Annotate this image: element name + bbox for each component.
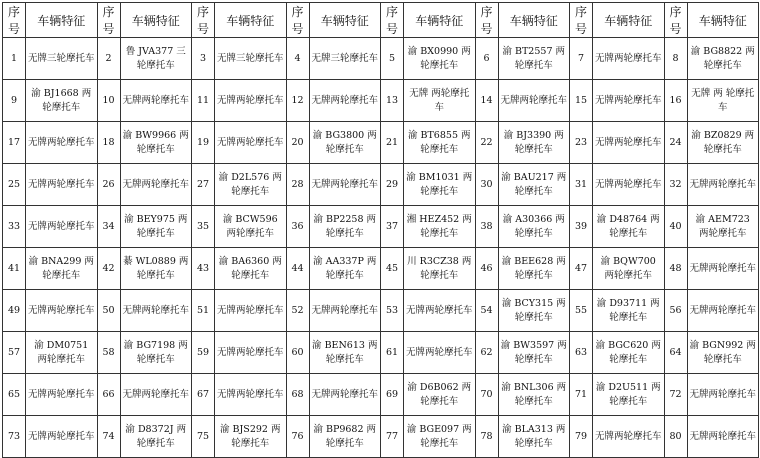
vehicle-feature-cell: 渝 BZ0829 两轮摩托车 (687, 122, 759, 164)
vehicle-feature-cell: 渝 BNA299 两轮摩托车 (26, 248, 98, 290)
vehicle-feature-cell: 渝 D2L576 两轮摩托车 (215, 164, 287, 206)
serial-number-cell: 29 (381, 164, 404, 206)
serial-number-cell: 27 (192, 164, 215, 206)
header-no: 序号 (664, 3, 687, 38)
serial-number-cell: 45 (381, 248, 404, 290)
vehicle-feature-cell: 无牌两轮摩托车 (309, 374, 381, 416)
vehicle-feature-cell: 渝 D48764 两轮摩托车 (593, 206, 665, 248)
serial-number-cell: 12 (286, 80, 309, 122)
header-row (3, 3, 759, 38)
vehicle-feature-cell: 无牌两轮摩托车 (120, 374, 192, 416)
serial-number-cell: 43 (192, 248, 215, 290)
serial-number-cell: 61 (381, 332, 404, 374)
header-feature: 车辆特征 (593, 3, 665, 38)
vehicle-feature-cell: 渝 BG8822 两轮摩托车 (687, 38, 759, 80)
table-row (3, 290, 759, 332)
vehicle-feature-cell: 无牌两轮摩托车 (215, 80, 287, 122)
serial-number-cell: 71 (570, 374, 593, 416)
serial-number-cell: 57 (3, 332, 26, 374)
vehicle-feature-cell: 渝 BG3800 两轮摩托车 (309, 122, 381, 164)
vehicle-feature-cell: 无牌两轮摩托车 (26, 122, 98, 164)
vehicle-feature-cell: 渝 BT2557 两轮摩托车 (498, 38, 570, 80)
serial-number-cell: 2 (97, 38, 120, 80)
serial-number-cell: 5 (381, 38, 404, 80)
header-no: 序号 (570, 3, 593, 38)
vehicle-feature-cell: 无牌两轮摩托车 (120, 164, 192, 206)
serial-number-cell: 49 (3, 290, 26, 332)
vehicle-feature-cell: 渝 BA6360 两轮摩托车 (215, 248, 287, 290)
serial-number-cell: 21 (381, 122, 404, 164)
serial-number-cell: 22 (475, 122, 498, 164)
serial-number-cell: 73 (3, 416, 26, 458)
serial-number-cell: 26 (97, 164, 120, 206)
table-row (3, 164, 759, 206)
header-feature: 车辆特征 (215, 3, 287, 38)
serial-number-cell: 14 (475, 80, 498, 122)
serial-number-cell: 68 (286, 374, 309, 416)
serial-number-cell: 20 (286, 122, 309, 164)
vehicle-feature-cell: 綦 WL0889 两轮摩托车 (120, 248, 192, 290)
serial-number-cell: 69 (381, 374, 404, 416)
serial-number-cell: 42 (97, 248, 120, 290)
vehicle-feature-cell: 渝 BW3597 两轮摩托车 (498, 332, 570, 374)
serial-number-cell: 23 (570, 122, 593, 164)
serial-number-cell: 38 (475, 206, 498, 248)
serial-number-cell: 50 (97, 290, 120, 332)
vehicle-feature-cell: 无牌两轮摩托车 (215, 122, 287, 164)
table-row (3, 122, 759, 164)
vehicle-feature-cell: 无牌两轮摩托车 (404, 290, 476, 332)
table-body (3, 38, 759, 458)
vehicle-feature-cell: 渝 DM0751 两轮摩托车 (26, 332, 98, 374)
serial-number-cell: 79 (570, 416, 593, 458)
serial-number-cell: 28 (286, 164, 309, 206)
vehicle-feature-cell: 渝 BNL306 两轮摩托车 (498, 374, 570, 416)
vehicle-feature-cell: 渝 BP2258 两轮摩托车 (309, 206, 381, 248)
serial-number-cell: 35 (192, 206, 215, 248)
vehicle-feature-cell: 无牌两轮摩托车 (593, 80, 665, 122)
vehicle-feature-cell: 渝 BEN613 两轮摩托车 (309, 332, 381, 374)
header-feature: 车辆特征 (404, 3, 476, 38)
vehicle-feature-cell: 无牌两轮摩托车 (593, 416, 665, 458)
vehicle-feature-cell: 渝 BGN992 两轮摩托车 (687, 332, 759, 374)
header-feature: 车辆特征 (309, 3, 381, 38)
serial-number-cell: 59 (192, 332, 215, 374)
header-no: 序号 (97, 3, 120, 38)
serial-number-cell: 44 (286, 248, 309, 290)
vehicle-feature-cell: 无牌两轮摩托车 (26, 164, 98, 206)
serial-number-cell: 65 (3, 374, 26, 416)
serial-number-cell: 11 (192, 80, 215, 122)
header-feature: 车辆特征 (498, 3, 570, 38)
vehicle-feature-cell: 无牌 两 轮摩托车 (687, 80, 759, 122)
vehicle-feature-cell: 无牌两轮摩托车 (26, 374, 98, 416)
header-no: 序号 (192, 3, 215, 38)
vehicle-feature-cell: 无牌两轮摩托车 (309, 80, 381, 122)
header-feature: 车辆特征 (687, 3, 759, 38)
serial-number-cell: 32 (664, 164, 687, 206)
header-no: 序号 (3, 3, 26, 38)
vehicle-feature-cell: 渝 D6B062 两轮摩托车 (404, 374, 476, 416)
serial-number-cell: 18 (97, 122, 120, 164)
vehicle-feature-cell: 无牌两轮摩托车 (687, 416, 759, 458)
vehicle-feature-cell: 无牌两轮摩托车 (26, 416, 98, 458)
serial-number-cell: 46 (475, 248, 498, 290)
serial-number-cell: 56 (664, 290, 687, 332)
serial-number-cell: 39 (570, 206, 593, 248)
serial-number-cell: 52 (286, 290, 309, 332)
vehicle-feature-cell: 无牌两轮摩托车 (687, 164, 759, 206)
vehicle-feature-cell: 渝 BJS292 两轮摩托车 (215, 416, 287, 458)
serial-number-cell: 47 (570, 248, 593, 290)
serial-number-cell: 72 (664, 374, 687, 416)
vehicle-feature-cell: 渝 BX0990 两轮摩托车 (404, 38, 476, 80)
vehicle-feature-cell: 渝 BGC620 两轮摩托车 (593, 332, 665, 374)
table-row (3, 332, 759, 374)
vehicle-feature-cell: 无牌两轮摩托车 (498, 80, 570, 122)
vehicle-feature-cell: 无牌两轮摩托车 (120, 80, 192, 122)
table-row (3, 416, 759, 458)
serial-number-cell: 3 (192, 38, 215, 80)
vehicle-feature-cell: 渝 BAU217 两轮摩托车 (498, 164, 570, 206)
vehicle-feature-cell: 渝 BG7198 两轮摩托车 (120, 332, 192, 374)
vehicle-feature-cell: 无牌两轮摩托车 (26, 206, 98, 248)
serial-number-cell: 70 (475, 374, 498, 416)
serial-number-cell: 19 (192, 122, 215, 164)
vehicle-feature-cell: 无牌三轮摩托车 (309, 38, 381, 80)
serial-number-cell: 67 (192, 374, 215, 416)
vehicle-feature-cell: 无牌两轮摩托车 (309, 290, 381, 332)
serial-number-cell: 37 (381, 206, 404, 248)
serial-number-cell: 36 (286, 206, 309, 248)
vehicle-feature-cell: 渝 BCW596 两轮摩托车 (215, 206, 287, 248)
vehicle-feature-cell: 渝 BM1031 两轮摩托车 (404, 164, 476, 206)
vehicle-feature-cell: 无牌 两轮摩托车 (404, 80, 476, 122)
serial-number-cell: 13 (381, 80, 404, 122)
vehicle-feature-cell: 无牌两轮摩托车 (215, 332, 287, 374)
vehicle-feature-cell: 渝 AEM723 两轮摩托车 (687, 206, 759, 248)
serial-number-cell: 60 (286, 332, 309, 374)
serial-number-cell: 74 (97, 416, 120, 458)
vehicle-feature-cell: 无牌两轮摩托车 (215, 374, 287, 416)
header-feature: 车辆特征 (120, 3, 192, 38)
vehicle-feature-cell: 渝 D93711 两轮摩托车 (593, 290, 665, 332)
vehicle-feature-cell: 无牌两轮摩托车 (687, 248, 759, 290)
serial-number-cell: 54 (475, 290, 498, 332)
vehicle-feature-cell: 渝 BP9682 两轮摩托车 (309, 416, 381, 458)
header-no: 序号 (381, 3, 404, 38)
vehicle-feature-cell: 渝 D8372J 两轮摩托车 (120, 416, 192, 458)
serial-number-cell: 4 (286, 38, 309, 80)
serial-number-cell: 53 (381, 290, 404, 332)
serial-number-cell: 6 (475, 38, 498, 80)
header-no: 序号 (286, 3, 309, 38)
serial-number-cell: 41 (3, 248, 26, 290)
vehicle-feature-cell: 渝 BEY975 两轮摩托车 (120, 206, 192, 248)
vehicle-feature-cell: 无牌两轮摩托车 (309, 164, 381, 206)
vehicle-feature-cell: 无牌两轮摩托车 (593, 122, 665, 164)
serial-number-cell: 78 (475, 416, 498, 458)
vehicle-feature-cell: 无牌两轮摩托车 (404, 332, 476, 374)
serial-number-cell: 64 (664, 332, 687, 374)
vehicle-feature-cell: 无牌两轮摩托车 (120, 290, 192, 332)
vehicle-feature-cell: 无牌三轮摩托车 (215, 38, 287, 80)
table-row (3, 248, 759, 290)
vehicle-feature-cell: 渝 BQW700 两轮摩托车 (593, 248, 665, 290)
serial-number-cell: 48 (664, 248, 687, 290)
table-row (3, 80, 759, 122)
serial-number-cell: 9 (3, 80, 26, 122)
vehicle-feature-cell: 无牌两轮摩托车 (593, 164, 665, 206)
serial-number-cell: 17 (3, 122, 26, 164)
serial-number-cell: 34 (97, 206, 120, 248)
serial-number-cell: 63 (570, 332, 593, 374)
vehicle-feature-cell: 渝 BJ3390 两轮摩托车 (498, 122, 570, 164)
vehicle-feature-cell: 渝 BT6855 两轮摩托车 (404, 122, 476, 164)
serial-number-cell: 80 (664, 416, 687, 458)
serial-number-cell: 62 (475, 332, 498, 374)
serial-number-cell: 31 (570, 164, 593, 206)
table-row (3, 206, 759, 248)
vehicle-feature-cell: 无牌三轮摩托车 (26, 38, 98, 80)
serial-number-cell: 76 (286, 416, 309, 458)
serial-number-cell: 8 (664, 38, 687, 80)
vehicle-feature-cell: 无牌两轮摩托车 (687, 290, 759, 332)
serial-number-cell: 16 (664, 80, 687, 122)
vehicle-feature-cell: 无牌两轮摩托车 (593, 38, 665, 80)
serial-number-cell: 51 (192, 290, 215, 332)
vehicle-feature-cell: 鲁 JVA377 三轮摩托车 (120, 38, 192, 80)
vehicle-feature-cell: 渝 BCY315 两轮摩托车 (498, 290, 570, 332)
vehicle-feature-cell: 湘 HEZ452 两轮摩托车 (404, 206, 476, 248)
vehicle-feature-cell: 渝 AA337P 两轮摩托车 (309, 248, 381, 290)
serial-number-cell: 55 (570, 290, 593, 332)
table-row (3, 38, 759, 80)
vehicle-feature-cell: 无牌两轮摩托车 (26, 290, 98, 332)
serial-number-cell: 40 (664, 206, 687, 248)
serial-number-cell: 7 (570, 38, 593, 80)
serial-number-cell: 30 (475, 164, 498, 206)
serial-number-cell: 75 (192, 416, 215, 458)
vehicle-feature-cell: 无牌两轮摩托车 (687, 374, 759, 416)
serial-number-cell: 24 (664, 122, 687, 164)
serial-number-cell: 1 (3, 38, 26, 80)
serial-number-cell: 33 (3, 206, 26, 248)
serial-number-cell: 10 (97, 80, 120, 122)
vehicle-feature-cell: 渝 BJ1668 两轮摩托车 (26, 80, 98, 122)
vehicle-feature-cell: 渝 D2U511 两轮摩托车 (593, 374, 665, 416)
vehicle-table (2, 2, 759, 458)
serial-number-cell: 15 (570, 80, 593, 122)
vehicle-feature-cell: 渝 BGE097 两轮摩托车 (404, 416, 476, 458)
vehicle-feature-cell: 川 R3CZ38 两轮摩托车 (404, 248, 476, 290)
serial-number-cell: 58 (97, 332, 120, 374)
vehicle-feature-cell: 渝 A30366 两轮摩托车 (498, 206, 570, 248)
serial-number-cell: 66 (97, 374, 120, 416)
vehicle-feature-cell: 渝 BLA313 两轮摩托车 (498, 416, 570, 458)
vehicle-feature-cell: 渝 BW9966 两轮摩托车 (120, 122, 192, 164)
header-feature: 车辆特征 (26, 3, 98, 38)
header-no: 序号 (475, 3, 498, 38)
table-row (3, 374, 759, 416)
vehicle-feature-cell: 渝 BEE628 两轮摩托车 (498, 248, 570, 290)
serial-number-cell: 77 (381, 416, 404, 458)
vehicle-feature-cell: 无牌两轮摩托车 (215, 290, 287, 332)
serial-number-cell: 25 (3, 164, 26, 206)
